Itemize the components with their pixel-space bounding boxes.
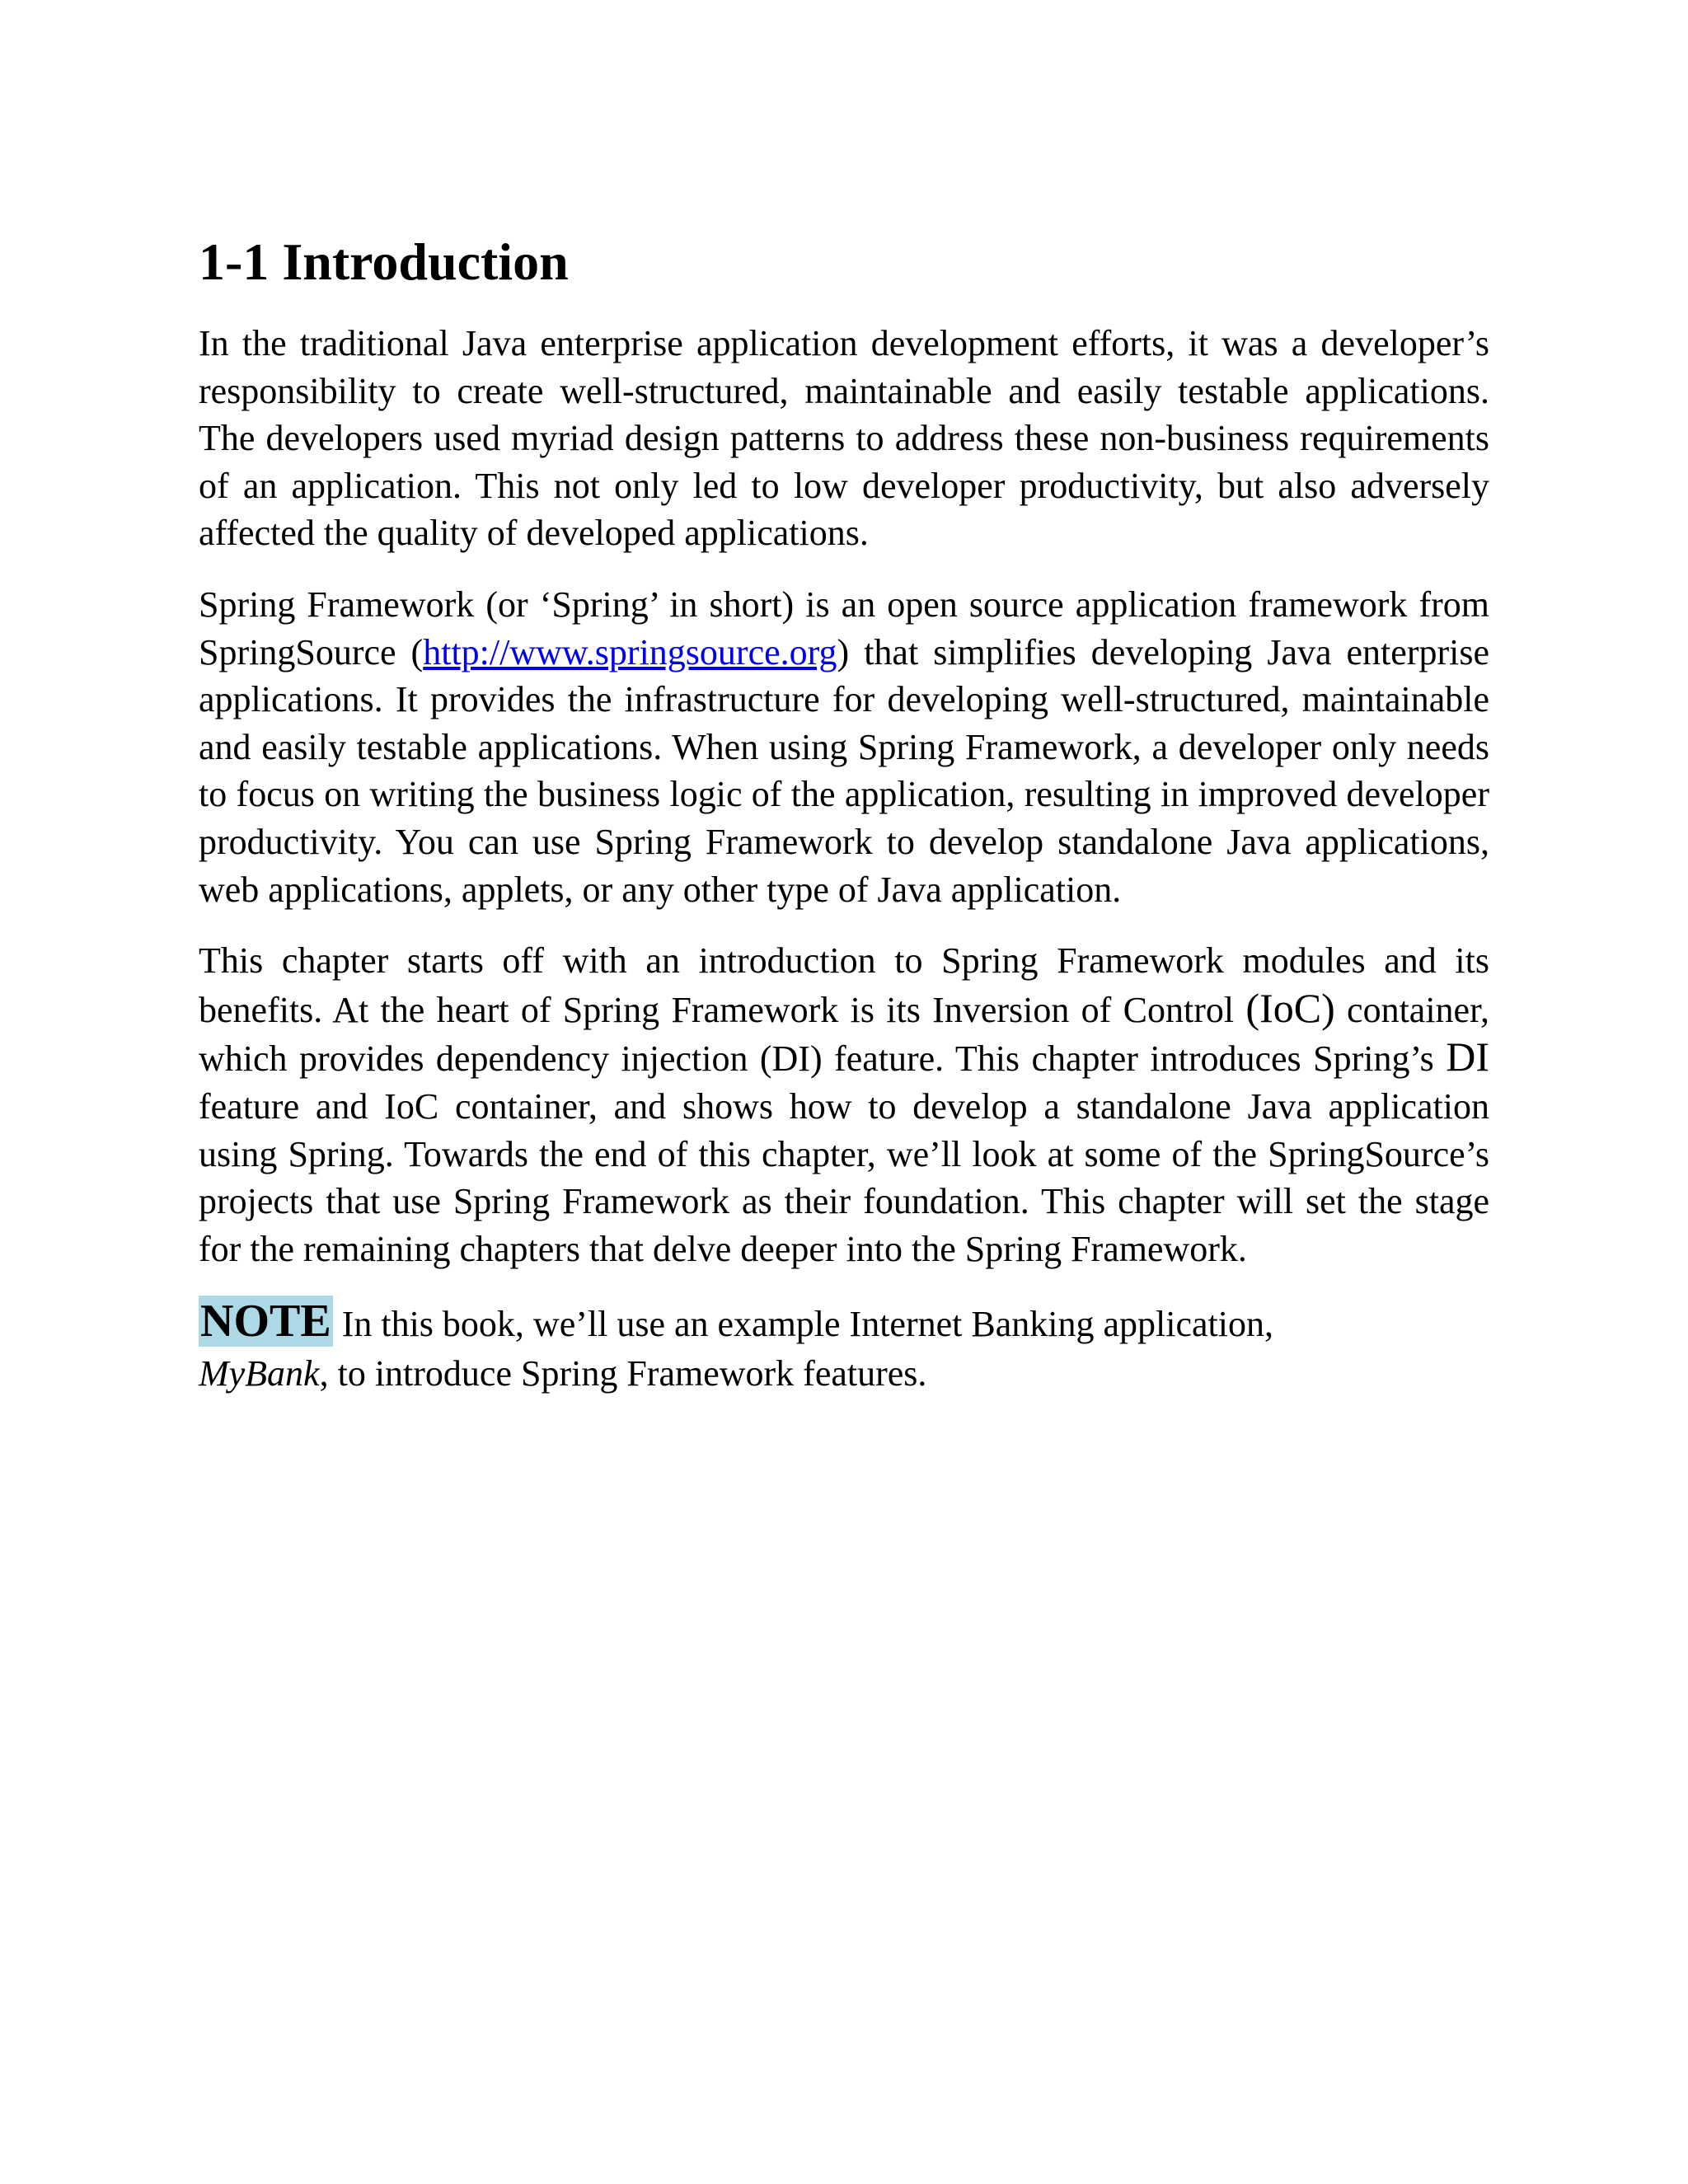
document-page bbox=[199, 223, 1489, 1399]
section-heading: 1-1 Introduction bbox=[199, 232, 569, 291]
note-text-2: , to introduce Spring Framework features. bbox=[319, 1353, 927, 1394]
spring-paragraph bbox=[199, 581, 1489, 913]
ioc-term: (IoC) bbox=[1245, 984, 1335, 1031]
chapter-overview-paragraph bbox=[199, 937, 1489, 1272]
note-app-name: MyBank bbox=[199, 1353, 320, 1394]
note-label: NOTE bbox=[200, 1296, 331, 1347]
overview-part-3: feature and IoC container, and shows how to develop a standalone Java application using Spring. Towards the end of this chapter, we’ll look at some of the SpringSource’s projects that use Spring Framework as their foundation. This chapter will set the stage for the remaining chapters that delve deeper into the Spring Framework. bbox=[199, 1085, 1489, 1269]
overview-part-1: This chapter starts off with an introduction to Spring Framework modules and its benefits. At the heart of Spring Framework is its Inversion of Control bbox=[199, 940, 1489, 1030]
note-text-1: In this book, we’ll use an example Internet Banking application, bbox=[332, 1304, 1273, 1345]
springsource-link[interactable]: http://www.springsource.org bbox=[423, 631, 837, 673]
note-block bbox=[199, 1296, 1489, 1399]
spring-paragraph-start: Spring Framework (or ‘Spring’ in short) is an open source application framework from SpringSource ( bbox=[199, 583, 1489, 673]
overview-part-2: container, which provides dependency injection (DI) feature. This chapter introduces Spring’s bbox=[199, 989, 1489, 1080]
spring-paragraph-rest: ) that simplifies developing Java enterprise applications. It provides the infrastructure for developing well-structured, maintainable and easily testable applications. When using Spring Framework, a developer only needs to focus on writing the business logic of the application, resulting in improved developer productivity. You can use Spring Framework to develop standalone Java applications, web applications, applets, or any other type of Java application. bbox=[199, 631, 1489, 910]
di-term: DI bbox=[1446, 1033, 1489, 1080]
intro-paragraph: In the traditional Java enterprise application development efforts, it was a developer’s responsibility to create well-structured, maintainable and easily testable applications. The developers used myriad design patterns to address these non-business requirements of an application. This not only led to low developer productivity, but also adversely affected the quality of developed applications. bbox=[199, 323, 1489, 554]
